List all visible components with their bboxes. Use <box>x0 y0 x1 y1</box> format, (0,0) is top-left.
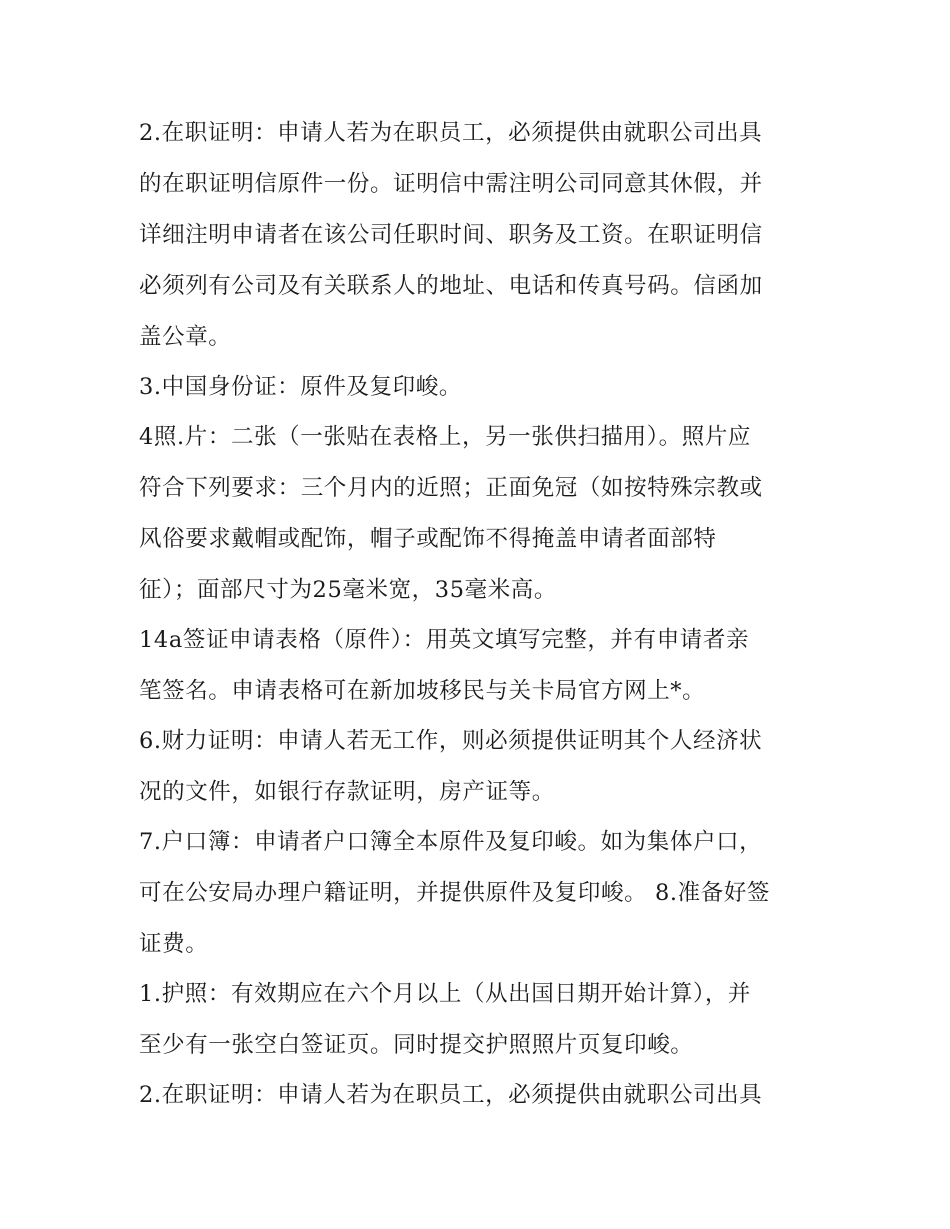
text-line: 况的文件，如银行存款证明，房产证等。 <box>139 779 555 805</box>
text-line: 6.财力证明：申请人若无工作，则必须提供证明其个人经济状 <box>139 728 763 754</box>
text-line: 3.中国身份证：原件及复印峻。 <box>139 374 462 400</box>
text-line: 可在公安局办理户籍证明，并提供原件及复印峻。 8.准备好签 <box>139 880 771 906</box>
text-line: 2.在职证明：申请人若为在职员工，必须提供由就职公司出具 <box>139 1082 763 1108</box>
paragraph-application-form <box>139 615 815 717</box>
text-line: 必须列有公司及有关联系人的地址、电话和传真号码。信函加 <box>139 273 763 299</box>
text-line: 证费。 <box>139 931 209 957</box>
text-line: 14a签证申请表格（原件）：用英文填写完整，并有申请者亲 <box>139 627 750 653</box>
text-line: 笔签名。申请表格可在新加坡移民与关卡局官方网上*。 <box>139 678 706 704</box>
text-line: 至少有一张空白签证页。同时提交护照照片页复印峻。 <box>139 1032 694 1058</box>
text-line: 风俗要求戴帽或配饰，帽子或配饰不得掩盖申请者面部特 <box>139 526 717 552</box>
text-line: 的在职证明信原件一份。证明信中需注明公司同意其休假，并 <box>139 171 763 197</box>
text-line: 1.护照：有效期应在六个月以上（从出国日期开始计算），并 <box>139 981 752 1007</box>
text-line: 7.户口簿：申请者户口簿全本原件及复印峻。如为集体户口， <box>139 829 763 855</box>
paragraph-employment-certificate <box>139 108 815 363</box>
text-line: 征）；面部尺寸为25毫米宽，35毫米高。 <box>139 577 558 603</box>
paragraph-passport <box>139 969 815 1071</box>
paragraph-photos <box>139 412 815 616</box>
paragraph-id-card <box>139 362 815 413</box>
text-line: 2.在职证明：申请人若为在职员工，必须提供由就职公司出具 <box>139 120 763 146</box>
paragraph-employment-certificate-repeat <box>139 1070 815 1121</box>
text-line: 详细注明申请者在该公司任职时间、职务及工资。在职证明信 <box>139 222 763 248</box>
text-line: 盖公章。 <box>139 324 232 350</box>
document-body <box>139 108 815 1120</box>
paragraph-financial-proof <box>139 716 815 818</box>
text-line: 4照.片：二张（一张贴在表格上，另一张供扫描用）。照片应 <box>139 424 752 450</box>
paragraph-household-register <box>139 817 815 970</box>
text-line: 符合下列要求：三个月内的近照；正面免冠（如按特殊宗教或 <box>139 475 763 501</box>
